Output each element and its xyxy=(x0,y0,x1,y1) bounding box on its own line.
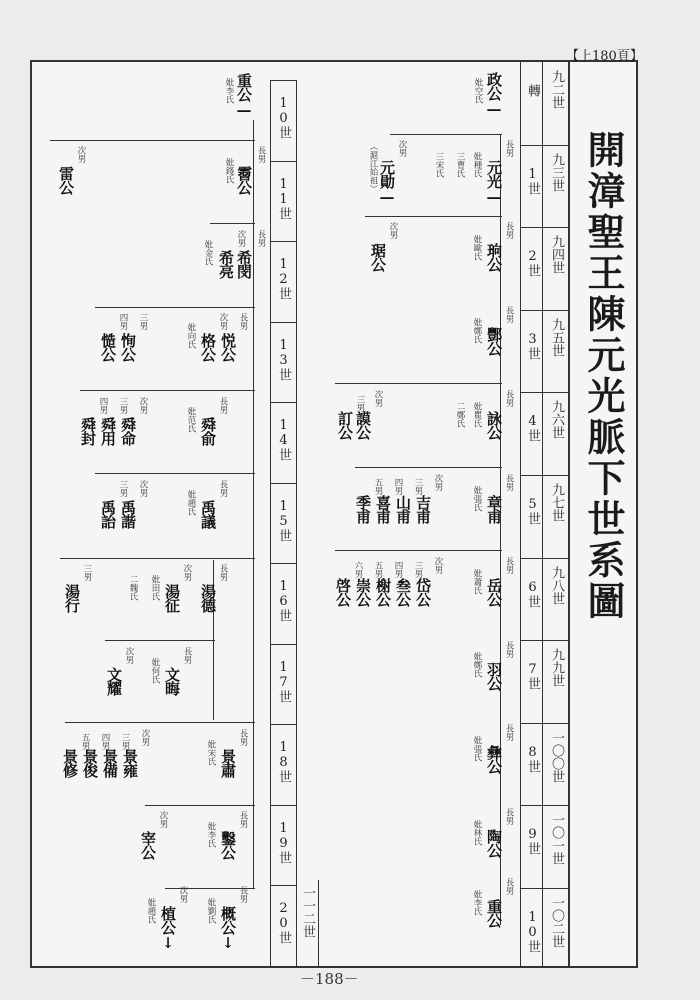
person-rank: 四男 xyxy=(393,561,403,578)
generation-row-divider xyxy=(520,558,569,559)
person-rank: 次男 xyxy=(388,222,398,239)
person-rank: 次男 xyxy=(178,886,188,903)
person-rank: 長男 xyxy=(504,474,514,491)
generation-row-divider xyxy=(270,161,297,162)
generation-row-divider xyxy=(270,241,297,242)
person-rank: 次男 xyxy=(76,146,86,163)
generation-label: 11世 xyxy=(276,176,291,220)
person-rank: 四男 xyxy=(100,733,110,750)
generation-shi-label: 九八世 xyxy=(549,565,564,605)
generation-label: 14世 xyxy=(276,418,291,461)
generation-row-divider xyxy=(270,644,297,645)
person-rank: 三男 xyxy=(413,561,423,578)
generation-row-divider xyxy=(270,563,297,564)
connector-h xyxy=(335,550,502,551)
person-spouse: 妣張氏 xyxy=(472,486,482,512)
person-name: 彝公 xyxy=(485,745,503,773)
generation-label: 19世 xyxy=(276,820,291,864)
generation-zhuan-label: 2世 xyxy=(525,249,540,278)
page-title: 開漳聖王陳元光脈下世系圖 xyxy=(581,130,626,622)
person-spouse: 妣張氏 xyxy=(472,736,482,762)
generation-row-divider xyxy=(520,805,569,806)
person-spouse: 三宋氏 xyxy=(434,152,444,178)
person-name: 陶公 xyxy=(485,829,503,857)
left-gen-column-top xyxy=(270,80,297,81)
person-spouse: 妣瞿氏 xyxy=(472,402,482,428)
person-name: 舜命 xyxy=(119,417,137,445)
person-name: 叁公 xyxy=(394,578,412,606)
person-rank: 長男 xyxy=(256,230,266,247)
person-spouse: 二魏氏 xyxy=(128,575,138,601)
generation-zhuan-label: 8世 xyxy=(525,744,540,773)
person-name: 希亮 xyxy=(217,250,235,278)
person-name: 恂公 xyxy=(119,333,137,361)
person-name: 山甫 xyxy=(394,495,412,523)
person-name: 霫公 xyxy=(235,166,253,194)
person-name: 宰公 xyxy=(139,831,157,859)
person-name: 訂公 xyxy=(336,411,354,439)
person-name: 湯德 xyxy=(199,584,217,612)
generation-row-divider xyxy=(270,805,297,806)
person-rank: 三男 xyxy=(118,480,128,497)
person-spouse: 妣金氏 xyxy=(203,240,213,266)
left-gen-column-left xyxy=(270,80,271,966)
person-rank: 次男 xyxy=(433,474,443,491)
shi-column-left xyxy=(542,60,543,968)
person-rank: 長男 xyxy=(238,886,248,903)
person-name: 文耀 xyxy=(105,667,123,695)
connector-h xyxy=(210,223,255,224)
person-rank: 長男 xyxy=(256,146,266,163)
generation-label: 15世 xyxy=(276,498,291,542)
person-name: 重公— xyxy=(235,73,253,118)
person-spouse: 妣種氏 xyxy=(472,152,482,178)
person-name: 岳公 xyxy=(485,578,503,606)
person-name: 景備 xyxy=(101,749,119,777)
person-spouse: 妣向氏 xyxy=(186,323,196,349)
person-rank: 長男 xyxy=(504,140,514,157)
left-gen-extra-border xyxy=(318,880,319,966)
person-spouse: 三曹氏 xyxy=(455,152,465,178)
person-name: 元勛— xyxy=(378,160,396,205)
person-spouse: 妣宋氏 xyxy=(206,740,216,766)
person-rank: 長男 xyxy=(218,480,228,497)
person-name: 政公— xyxy=(485,72,503,117)
generation-label: 13世 xyxy=(276,337,291,381)
generation-row-divider xyxy=(270,724,297,725)
generation-zhuan-label: 轉 xyxy=(525,84,540,97)
generation-zhuan-label: 3世 xyxy=(525,331,540,360)
frame-right xyxy=(636,60,638,968)
person-rank: 四男 xyxy=(393,478,403,495)
connector-h xyxy=(50,140,255,141)
person-name: 吉甫 xyxy=(414,495,432,523)
person-name: 岱公 xyxy=(414,578,432,606)
person-name: 崇公 xyxy=(354,578,372,606)
person-name: 格公 xyxy=(199,333,217,361)
generation-row-divider xyxy=(270,322,297,323)
person-name: 植公↓ xyxy=(159,906,177,951)
person-rank: 四男 xyxy=(98,397,108,414)
person-name: 詠公 xyxy=(485,411,503,439)
generation-zhuan-label: 9世 xyxy=(525,827,540,856)
generation-row-divider xyxy=(520,145,569,146)
person-spouse: 妣范氏 xyxy=(186,407,196,433)
person-name: 重公 xyxy=(485,899,503,927)
person-name: 琚公 xyxy=(369,243,387,271)
generation-zhuan-label: 10世 xyxy=(525,910,540,953)
connector-h xyxy=(145,805,255,806)
person-spouse: 妣鄭氏 xyxy=(472,318,482,344)
person-rank: 次男 xyxy=(373,390,383,407)
connector-h xyxy=(95,307,255,308)
connector-h xyxy=(365,216,502,217)
person-name: 禹詒 xyxy=(99,500,117,528)
generation-row-divider xyxy=(520,475,569,476)
person-name: 湯行 xyxy=(63,584,81,612)
person-name: 景修 xyxy=(61,749,79,777)
person-rank: 長男 xyxy=(504,878,514,895)
connector-h xyxy=(60,558,255,559)
person-name: 慥公 xyxy=(99,333,117,361)
person-name: 概公↓ xyxy=(219,906,237,951)
connector-h xyxy=(355,467,502,468)
person-name: 舜俞 xyxy=(199,417,217,445)
person-rank: 長男 xyxy=(182,647,192,664)
left-generation-extra: 一一二世 xyxy=(300,886,315,938)
generation-row-divider xyxy=(520,888,569,889)
person-name: 喜甫 xyxy=(374,495,392,523)
person-name: 珦公 xyxy=(485,243,503,271)
generation-row-divider xyxy=(520,640,569,641)
person-rank: 三男 xyxy=(120,733,130,750)
generation-zhuan-label: 4世 xyxy=(525,414,540,443)
person-rank: 三男 xyxy=(413,478,423,495)
person-rank: 五男 xyxy=(80,733,90,750)
person-rank: 六男 xyxy=(353,561,363,578)
person-name: 舜用 xyxy=(99,417,117,445)
frame-top xyxy=(30,60,638,62)
person-name: 景俊 xyxy=(81,749,99,777)
generation-label: 20世 xyxy=(276,901,291,944)
person-spouse: 妣歐氏 xyxy=(472,235,482,261)
person-name: 元光— xyxy=(485,160,503,205)
person-name: 希閔 xyxy=(235,250,253,278)
left-gen-column-right xyxy=(296,80,297,966)
person-spouse: 妣趙氏 xyxy=(146,898,156,924)
generation-zhuan-label: 7世 xyxy=(525,662,540,691)
person-name: 景肅 xyxy=(219,749,237,777)
person-rank: 長男 xyxy=(504,641,514,658)
generation-row-divider xyxy=(270,402,297,403)
person-spouse: 妣何氏 xyxy=(150,658,160,684)
person-spouse: 妣李氏 xyxy=(472,890,482,916)
page-number: －188－ xyxy=(300,970,359,988)
generation-label: 10世 xyxy=(276,96,291,139)
generation-shi-label: 九四世 xyxy=(549,235,564,275)
person-rank: 長男 xyxy=(238,729,248,746)
person-rank: 長男 xyxy=(504,557,514,574)
person-name: 羽公 xyxy=(485,662,503,690)
generation-shi-label: 九五世 xyxy=(549,317,564,357)
generation-shi-label: 一〇二世 xyxy=(549,896,564,948)
person-rank: 三男 xyxy=(138,313,148,330)
person-name: 酆公 xyxy=(485,327,503,355)
connector-v xyxy=(253,120,254,888)
person-rank: 長男 xyxy=(238,811,248,828)
person-name: 湯征 xyxy=(163,584,181,612)
person-rank: 次男 xyxy=(433,557,443,574)
person-rank: 次男 xyxy=(140,729,150,746)
person-rank: 次男 xyxy=(397,140,407,157)
person-spouse: 妣劉氏 xyxy=(206,898,216,924)
person-rank: 次男 xyxy=(236,230,246,247)
generation-shi-label: 九三世 xyxy=(549,152,564,192)
connector-h xyxy=(95,473,255,474)
person-name: 季甫 xyxy=(354,495,372,523)
person-name: 章甫 xyxy=(485,495,503,523)
connector-h xyxy=(335,383,502,384)
generation-label: 17世 xyxy=(276,659,291,703)
person-spouse: 妣鄭氏 xyxy=(472,652,482,678)
person-rank: 三男 xyxy=(118,397,128,414)
generation-row-divider xyxy=(520,392,569,393)
generation-shi-label: 九六世 xyxy=(549,400,564,440)
generation-shi-label: 九九世 xyxy=(549,648,564,688)
person-rank: 次男 xyxy=(138,397,148,414)
person-name: 文晦 xyxy=(163,667,181,695)
generation-row-divider xyxy=(270,885,297,886)
person-rank: 次男 xyxy=(218,313,228,330)
generation-row-divider xyxy=(270,483,297,484)
zhuan-column-left xyxy=(520,60,521,968)
person-spouse: 妣林氏 xyxy=(472,820,482,846)
person-rank: 三男 xyxy=(82,564,92,581)
person-rank: 長男 xyxy=(504,808,514,825)
generation-row-divider xyxy=(520,310,569,311)
generation-row-divider xyxy=(520,227,569,228)
person-name: 禹議 xyxy=(199,500,217,528)
generation-zhuan-label: 5世 xyxy=(525,497,540,525)
connector-h xyxy=(105,640,215,641)
frame-left xyxy=(30,60,32,968)
person-rank: 長男 xyxy=(218,397,228,414)
generation-shi-label: 九二世 xyxy=(549,70,564,109)
person-rank: 三男 xyxy=(355,395,365,412)
generation-zhuan-label: 6世 xyxy=(525,579,540,608)
person-spouse: 妣空氏 xyxy=(473,78,483,104)
person-name: 鑿公 xyxy=(219,831,237,859)
person-rank: 次男 xyxy=(138,480,148,497)
person-name: 榭公 xyxy=(374,578,392,606)
person-rank: 五男 xyxy=(373,478,383,495)
person-name: 啓公 xyxy=(334,578,352,606)
person-rank: 次男 xyxy=(124,647,134,664)
person-rank: 長男 xyxy=(238,313,248,330)
person-rank: 長男 xyxy=(218,564,228,581)
generation-shi-label: 一〇〇世 xyxy=(549,730,564,783)
person-spouse: 妣李氏 xyxy=(224,78,234,104)
connector-h xyxy=(390,134,502,135)
connector-h xyxy=(80,390,255,391)
person-rank: 長男 xyxy=(504,306,514,323)
generation-shi-label: 九七世 xyxy=(549,483,564,522)
title-column-divider xyxy=(568,60,570,968)
person-rank: 長男 xyxy=(504,724,514,741)
person-spouse: 妣田氏 xyxy=(150,575,160,601)
person-name: 謨公 xyxy=(354,411,372,439)
person-spouse: 妣李氏 xyxy=(206,822,216,848)
generation-label: 12世 xyxy=(276,257,291,300)
generation-label: 18世 xyxy=(276,740,291,783)
person-rank: 長男 xyxy=(504,390,514,407)
person-rank: 次男 xyxy=(158,811,168,828)
person-name: 悦公 xyxy=(219,333,237,361)
person-name: 雷公 xyxy=(57,166,75,194)
person-note: （滬江始祖） xyxy=(368,142,378,193)
person-spouse: 二鄭氏 xyxy=(455,402,465,428)
person-name: 禹諧 xyxy=(119,500,137,528)
page-reference: 【上180頁】 xyxy=(566,49,643,64)
generation-row-divider xyxy=(520,723,569,724)
person-name: 舜封 xyxy=(79,417,97,445)
person-spouse: 妣趙氏 xyxy=(186,490,196,516)
generation-zhuan-label: 1世 xyxy=(525,166,540,195)
person-spouse: 妣蕭氏 xyxy=(472,569,482,595)
person-spouse: 妣錢氏 xyxy=(224,158,234,184)
person-rank: 次男 xyxy=(182,564,192,581)
person-rank: 五男 xyxy=(373,561,383,578)
connector-h xyxy=(65,722,255,723)
person-rank: 長男 xyxy=(504,222,514,239)
generation-shi-label: 一〇一世 xyxy=(549,813,564,866)
person-name: 景雍 xyxy=(121,749,139,777)
generation-label: 16世 xyxy=(276,579,291,622)
person-rank: 四男 xyxy=(118,313,128,330)
